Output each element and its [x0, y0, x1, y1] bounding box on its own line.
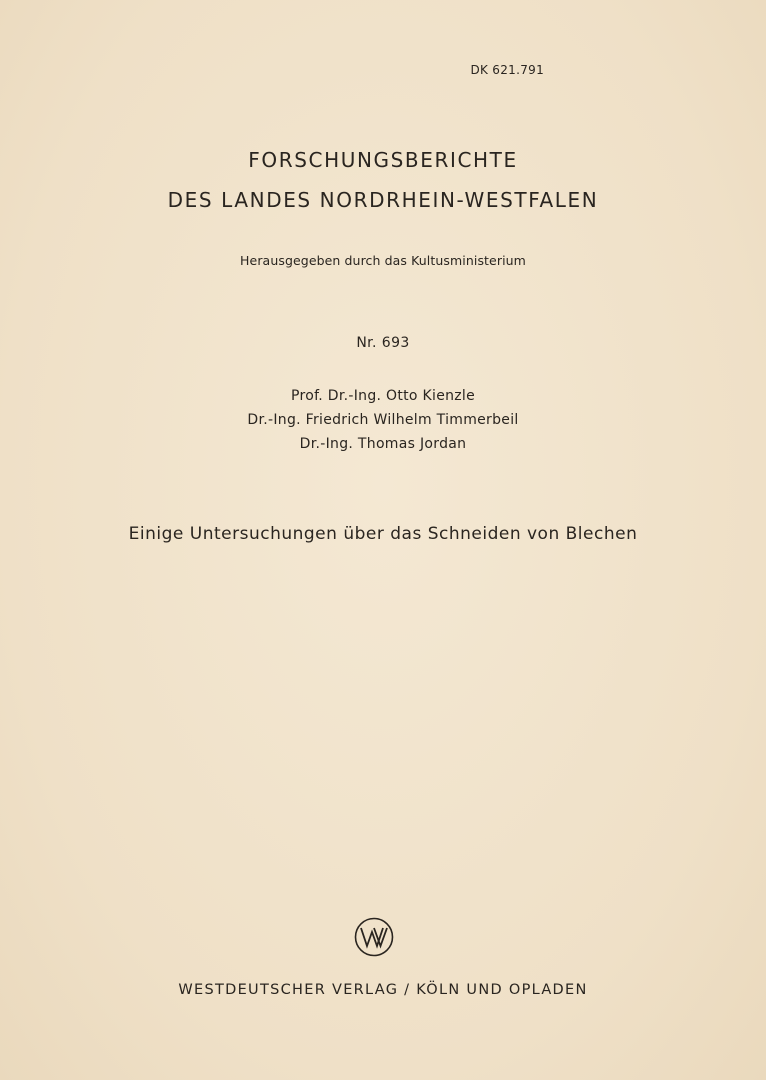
- report-number: Nr. 693: [356, 335, 410, 351]
- book-title: Einige Untersuchungen über das Schneiden von Blechen: [128, 524, 638, 544]
- author-name: Prof. Dr.-Ing. Otto Kienzle: [290, 388, 476, 404]
- publisher-logo-icon: [354, 917, 394, 957]
- author-name: Dr.-Ing. Thomas Jordan: [299, 436, 467, 452]
- series-title-line-1: FORSCHUNGSBERICHTE: [248, 148, 518, 172]
- publisher-line: WESTDEUTSCHER VERLAG / KÖLN UND OPLADEN: [178, 982, 588, 998]
- editor-note: Herausgegeben durch das Kultusministerium: [240, 253, 526, 268]
- author-name: Dr.-Ing. Friedrich Wilhelm Timmerbeil: [247, 412, 519, 428]
- author-list: [0, 384, 766, 456]
- series-title-line-2: DES LANDES NORDRHEIN-WESTFALEN: [167, 188, 599, 212]
- dk-classification: DK 621.791: [470, 63, 544, 77]
